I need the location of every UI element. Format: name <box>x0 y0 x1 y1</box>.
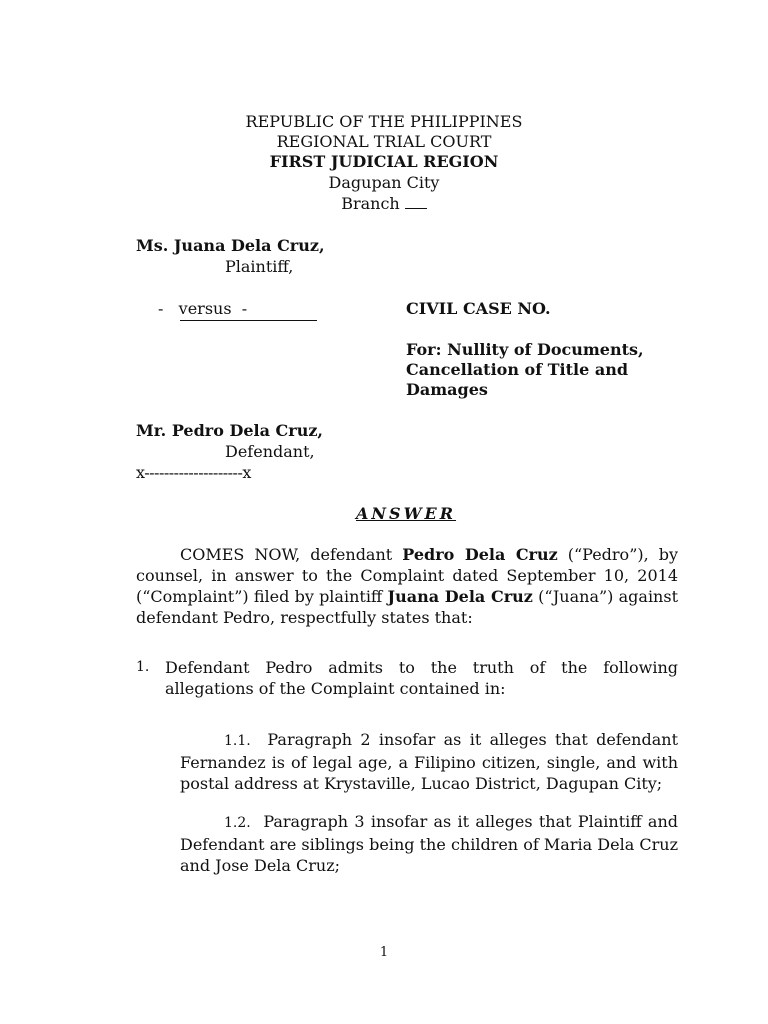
intro-text-1: COMES NOW, defendant <box>180 545 403 564</box>
item-1-1 <box>180 729 678 794</box>
item-1-2 <box>180 811 678 876</box>
header-branch <box>0 194 768 214</box>
header-city: Dagupan City <box>328 173 440 192</box>
intro-plaintiff-name: Juana Dela Cruz <box>387 587 533 606</box>
plaintiff-name: Ms. Juana Dela Cruz, <box>136 236 325 255</box>
caption-separator: x--------------------x <box>136 463 251 482</box>
versus-label: - versus - <box>158 299 248 318</box>
item-1-number: 1. <box>136 659 150 675</box>
case-nature-line1: For: Nullity of Documents, <box>406 340 644 359</box>
header-court: REGIONAL TRIAL COURT <box>276 132 492 151</box>
page-number: 1 <box>379 945 389 960</box>
header-region: FIRST JUDICIAL REGION <box>269 152 499 171</box>
intro-defendant-name: Pedro Dela Cruz <box>402 545 558 564</box>
item-1-1-number: 1.1. <box>224 733 251 749</box>
civil-case-no: CIVIL CASE NO. <box>406 299 551 318</box>
intro-text-3: (“Juana”) against defendant Pedro, respectfully states that: <box>136 587 678 627</box>
item-1-1-text: Paragraph 2 insofar as it alleges that defendant Fernandez is of legal age, a Filipino citizen, single, and with postal address at Krystaville, Lucao District, Dagupan City; <box>180 730 678 793</box>
intro-paragraph <box>136 544 678 628</box>
defendant-name: Mr. Pedro Dela Cruz, <box>136 421 323 440</box>
case-nature-line2: Cancellation of Title and <box>406 360 629 379</box>
versus-underline <box>180 320 317 321</box>
item-1-2-text: Paragraph 3 insofar as it alleges that Plaintiff and Defendant are siblings being the children of Maria Dela Cruz and Jose Dela Cruz; <box>180 812 678 875</box>
plaintiff-role: Plaintiff, <box>225 257 294 276</box>
defendant-role: Defendant, <box>225 442 315 461</box>
item-1-2-number: 1.2. <box>224 815 251 831</box>
item-1-text: Defendant Pedro admits to the truth of the following allegations of the Complaint contained in: <box>165 658 678 698</box>
case-nature-line3: Damages <box>406 380 488 399</box>
header-republic: REPUBLIC OF THE PHILIPPINES <box>245 112 523 131</box>
intro-text-2: (“Pedro”), by counsel, in answer to the Complaint dated September 10, 2014 (“Complaint”) filed by plaintiff <box>136 545 678 606</box>
branch-blank <box>405 194 427 209</box>
document-title: ANSWER <box>355 504 457 523</box>
header-branch-label: Branch <box>341 194 400 213</box>
